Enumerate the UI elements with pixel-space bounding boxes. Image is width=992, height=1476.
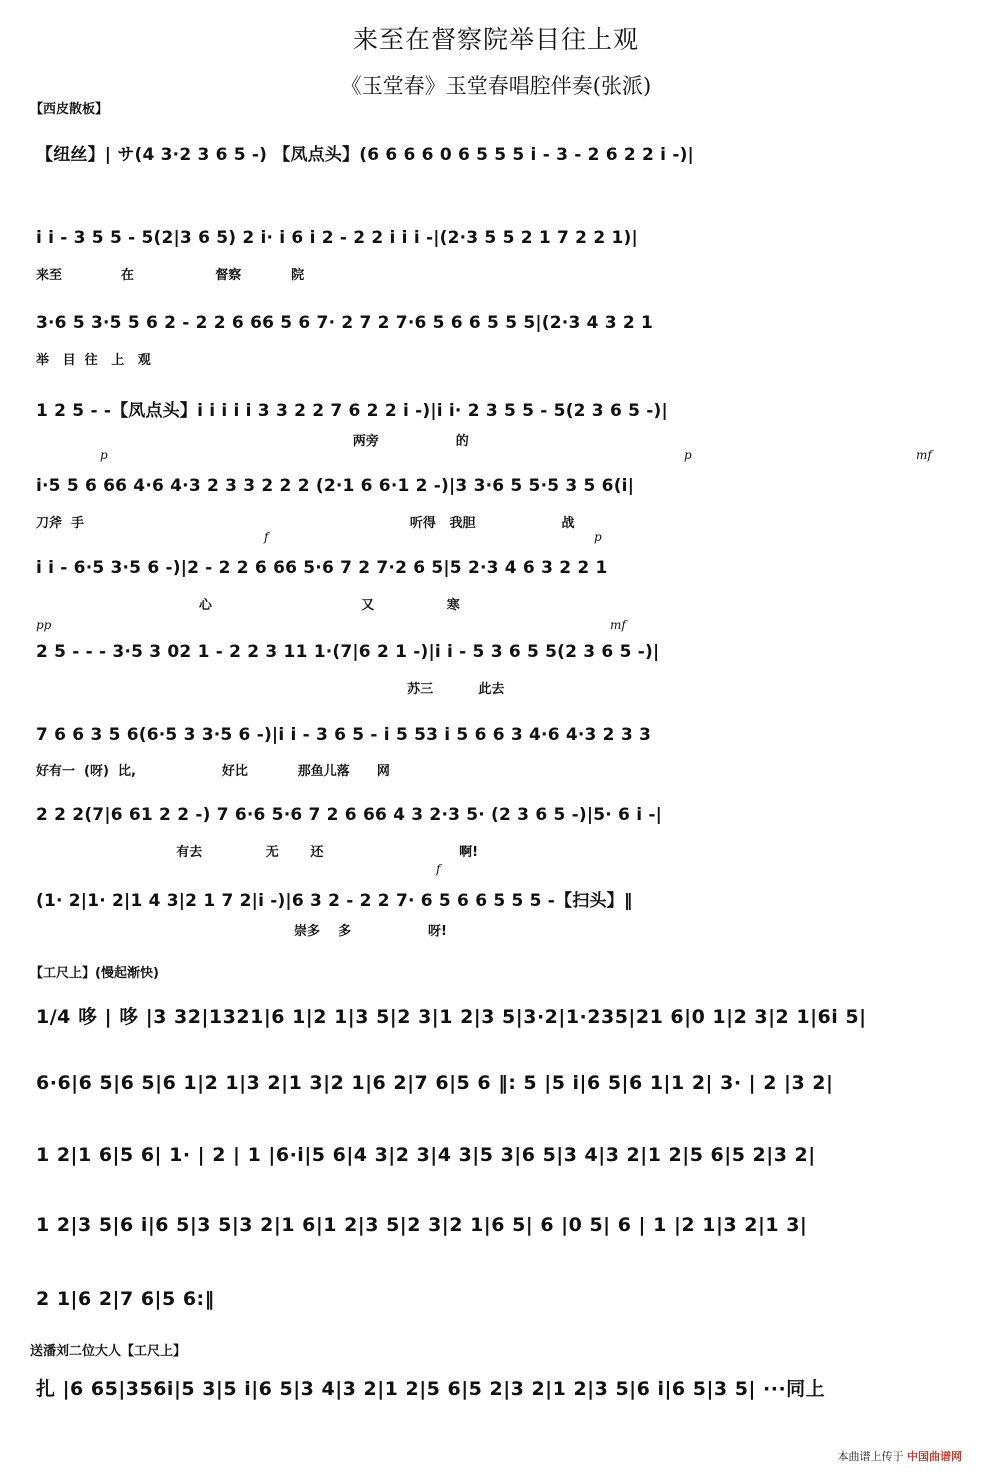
score-line-7: 2 5 - - - 3·5 3 02 1 - 2 2 3 11 1·(7|6 2 1 -)|i i - 5 3 6 5 5(2 3 6 5 -)| — [36, 642, 660, 662]
upload-credit — [838, 1448, 963, 1464]
dynamic-mark-pp: pp — [36, 618, 52, 632]
dynamic-mark-f-2: f — [436, 862, 441, 876]
dynamic-mark-f-1: f — [264, 530, 269, 544]
score-line-8: 7 6 6 3 5 6(6·5 3 3·5 6 -)|i i - 3 6 5 - i 5 53 i 5 6 6 3 4·6 4·3 2 3 3 — [36, 725, 652, 745]
section-label-gongchi: 【工尺上】(慢起渐快) — [30, 966, 159, 981]
lyric-line-6: 苏三 此去 — [36, 682, 505, 697]
score-subtitle: 《玉堂春》玉堂春唱腔伴奏(张派) — [340, 74, 652, 98]
upload-credit-text: 本曲谱上传于 — [837, 1450, 904, 1463]
lyric-line-5: 心 又 寒 — [36, 598, 460, 613]
score-line-15: 2 1|6 2|7 6|5 6:‖ — [36, 1288, 215, 1310]
lyric-line-2: 举 目 往 上 观 — [36, 353, 151, 368]
lyric-line-4: 刀斧 手 听得 我胆 战 — [36, 516, 575, 531]
dynamic-mark-p-2: p — [684, 448, 692, 462]
dynamic-mark-mf-1: mf — [916, 448, 932, 462]
dynamic-mark-mf-2: mf — [610, 618, 626, 632]
lyric-line-1: 来至 在 督察 院 — [36, 268, 305, 283]
section-label-intro: 【西皮散板】 — [30, 102, 109, 117]
score-line-10: (1· 2|1· 2|1 4 3|2 1 7 2|i -)|6 3 2 - 2 2 7· 6 5 6 6 5 5 5 -【扫头】‖ — [36, 891, 633, 911]
score-line-9: 2 2 2(7|6 61 2 2 -) 7 6·6 5·6 7 2 6 66 4 3 2·3 5· (2 3 6 5 -)|5· 6 i -| — [36, 805, 663, 825]
score-line-16: 扎 |6 65|356i|5 3|5 i|6 5|3 4|3 2|1 2|5 6|5 2|3 2|1 2|3 5|6 i|6 5|3 5| ···同上 — [36, 1378, 826, 1400]
score-line-1: 【纽丝】| サ(4 3·2 3 6 5 -) 【凤点头】(6 6 6 6 0 6 5 5 5 i - 3 - 2 6 2 2 i -)| — [36, 145, 694, 165]
score-line-12: 6·6|6 5|6 5|6 1|2 1|3 2|1 3|2 1|6 2|7 6|5 6 ‖: 5 |5 i|6 5|6 1|1 2| 3· | 2 |3 2| — [36, 1072, 834, 1094]
score-line-5: i·5 5 6 66 4·6 4·3 2 3 3 2 2 2 (2·1 6 6·1 2 -)|3 3·6 5 5·5 3 5 6(i| — [36, 476, 635, 496]
lyric-line-9: 崇多 多 呀! — [36, 924, 447, 939]
dynamic-mark-p-1: p — [100, 448, 108, 462]
site-logo-text: 中国曲谱网 — [907, 1450, 962, 1463]
score-line-4: 1 2 5 - -【凤点头】i i i i i 3 3 2 2 7 6 2 2 i -)|i i· 2 3 5 5 - 5(2 3 6 5 -)| — [36, 401, 668, 421]
lyric-line-3: 两旁 的 — [36, 434, 469, 449]
score-line-6: i i - 6·5 3·5 6 -)|2 - 2 2 6 66 5·6 7 2 7·2 6 5|5 2·3 4 6 3 2 2 1 — [36, 558, 608, 578]
score-line-11: 1/4 哆 | 哆 |3 32|1321|6 1|2 1|3 5|2 3|1 2|3 5|3·2|1·235|21 6|0 1|2 3|2 1|6i 5| — [36, 1006, 867, 1028]
score-title: 来至在督察院举目往上观 — [352, 25, 639, 54]
score-line-2: i i - 3 5 5 - 5(2|3 6 5) 2 i· i 6 i 2 - 2 2 i i i -|(2·3 5 5 2 1 7 2 2 1)| — [36, 228, 638, 248]
score-line-14: 1 2|3 5|6 i|6 5|3 5|3 2|1 6|1 2|3 5|2 3|2 1|6 5| 6 |0 5| 6 | 1 |2 1|3 2|1 3| — [36, 1214, 808, 1236]
score-line-13: 1 2|1 6|5 6| 1· | 2 | 1 |6·i|5 6|4 3|2 3|4 3|5 3|6 5|3 4|3 2|1 2|5 6|5 2|3 2| — [36, 1144, 816, 1166]
dynamic-mark-p-3: p — [594, 530, 602, 544]
score-line-3: 3·6 5 3·5 5 6 2 - 2 2 6 66 5 6 7· 2 7 2 7·6 5 6 6 5 5 5|(2·3 4 3 2 1 — [36, 313, 654, 333]
lyric-line-7: 好有一 (呀) 比, 好比 那鱼儿落 网 — [36, 764, 390, 779]
section-label-farewell: 送潘刘二位大人【工尺上】 — [30, 1344, 187, 1359]
lyric-line-8: 有去 无 还 啊! — [36, 845, 479, 860]
